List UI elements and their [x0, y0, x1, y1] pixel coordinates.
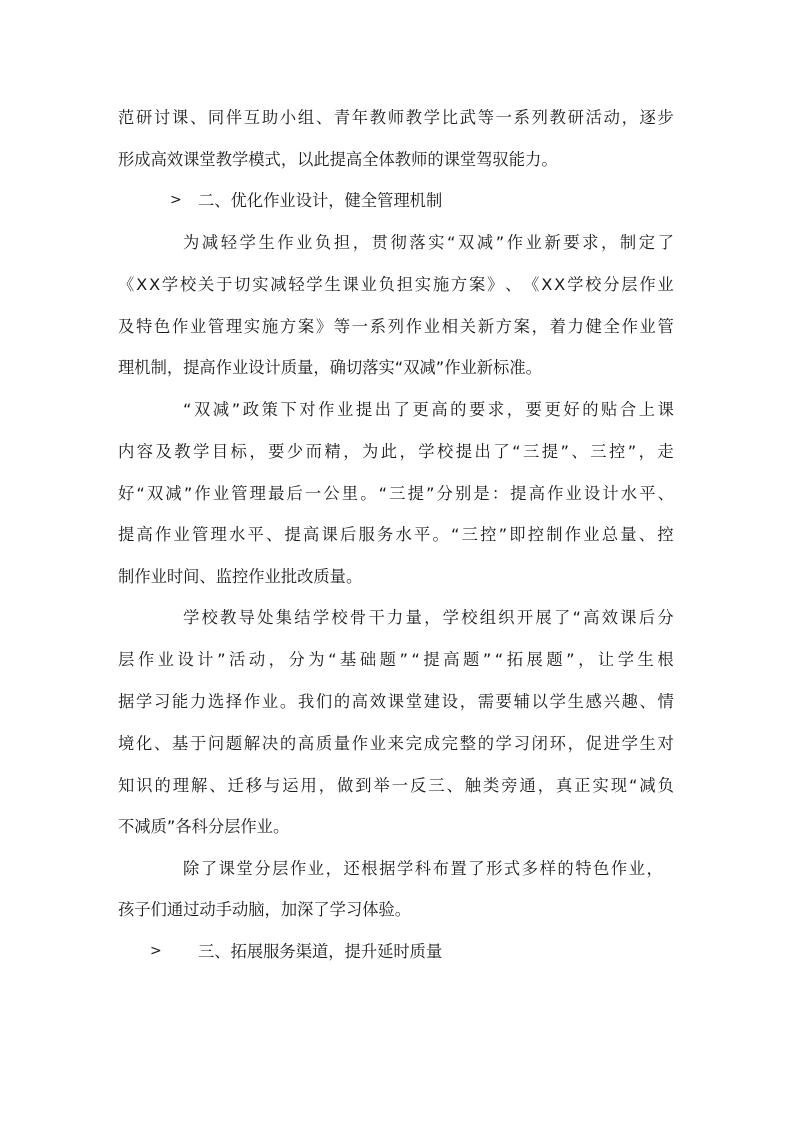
paragraph-line: 除 了 课 堂 分 层 作 业 ， 还 根 据 学 科 布 置 了 形 式 多 样 的 特 色 作 业 ，: [183, 859, 663, 878]
paragraph-line: 制作业时间、监控作业批改质量。: [118, 567, 363, 586]
paragraph-line: 《 X X 学 校 关 于 切 实 减 轻 学 生 课 业 负 担 实 施 方 案 》 、 《 X X 学 校 分 层 作 业: [118, 275, 674, 294]
paragraph-line: 孩子们通过动手动脑，加深了学习体验。: [118, 900, 412, 919]
paragraph-line: 好 “ 双 减 ” 作 业 管 理 最 后 一 公 里 。 “ 三 提 ” 分 别 是 ： 提 高 作 业 设 计 水 平 、: [118, 484, 674, 503]
paragraph-line: 不减质”各科分层作业。: [118, 817, 290, 836]
heading-bullet-icon: >: [150, 943, 162, 959]
paragraph-line: 境 化 、 基 于 问 题 解 决 的 高 质 量 作 业 来 完 成 完 整 的 学 习 闭 环 ， 促 进 学 生 对: [118, 734, 674, 753]
paragraph-line: 学 校 教 导 处 集 结 学 校 骨 干 力 量 ， 学 校 组 织 开 展 了 “ 高 效 课 后 分: [183, 608, 674, 627]
paragraph-line: 据 学 习 能 力 选 择 作 业 。 我 们 的 高 效 课 堂 建 设 ， 需 要 辅 以 学 生 感 兴 趣 、 情: [118, 692, 674, 711]
paragraph-line: 内 容 及 教 学 目 标 ， 要 少 而 精 ， 为 此 ， 学 校 提 出 了 “ 三 提 ” 、 三 控 ” ， 走: [118, 442, 674, 461]
paragraph-line: 理机制，提高作业设计质量，确切落实“双减”作业新标准。: [118, 358, 542, 377]
paragraph-line: 为 减 轻 学 生 作 业 负 担 ， 贯 彻 落 实 “ 双 减 ” 作 业 新 要 求 ， 制 定 了: [183, 233, 674, 252]
paragraph-line: 及 特 色 作 业 管 理 实 施 方 案 》 等 一 系 列 作 业 相 关 新 方 案 ， 着 力 健 全 作 业 管: [118, 317, 674, 336]
paragraph-line: “ 双 减 ” 政 策 下 对 作 业 提 出 了 更 高 的 要 求 ， 要 更 好 的 贴 合 上 课: [183, 400, 674, 419]
paragraph-line: 形成高效课堂教学模式，以此提高全体教师的课堂驾驭能力。: [118, 150, 558, 169]
paragraph-line: 提 高 作 业 管 理 水 平 、 提 高 课 后 服 务 水 平 。 “ 三 控 ” 即 控 制 作 业 总 量 、 控: [118, 525, 674, 544]
heading-bullet-icon: >: [170, 192, 182, 208]
paragraph-line: 知 识 的 理 解 、 迁 移 与 运 用 ， 做 到 举 一 反 三 、 触 类 旁 通 ， 真 正 实 现 “ 减 负: [118, 776, 674, 795]
paragraph-line: 层 作 业 设 计 ” 活 动 ， 分 为 “ 基 础 题 ” “ 提 高 题 ” “ 拓 展 题 ” ， 让 学 生 根: [118, 650, 674, 669]
paragraph-line: 范 研 讨 课 、 同 伴 互 助 小 组 、 青 年 教 师 教 学 比 武 等 一 系 列 教 研 活 动 ， 逐 步: [118, 108, 674, 127]
section-heading: 二、优化作业设计，健全管理机制: [198, 191, 443, 210]
section-heading: 三、拓展服务渠道，提升延时质量: [198, 942, 443, 961]
